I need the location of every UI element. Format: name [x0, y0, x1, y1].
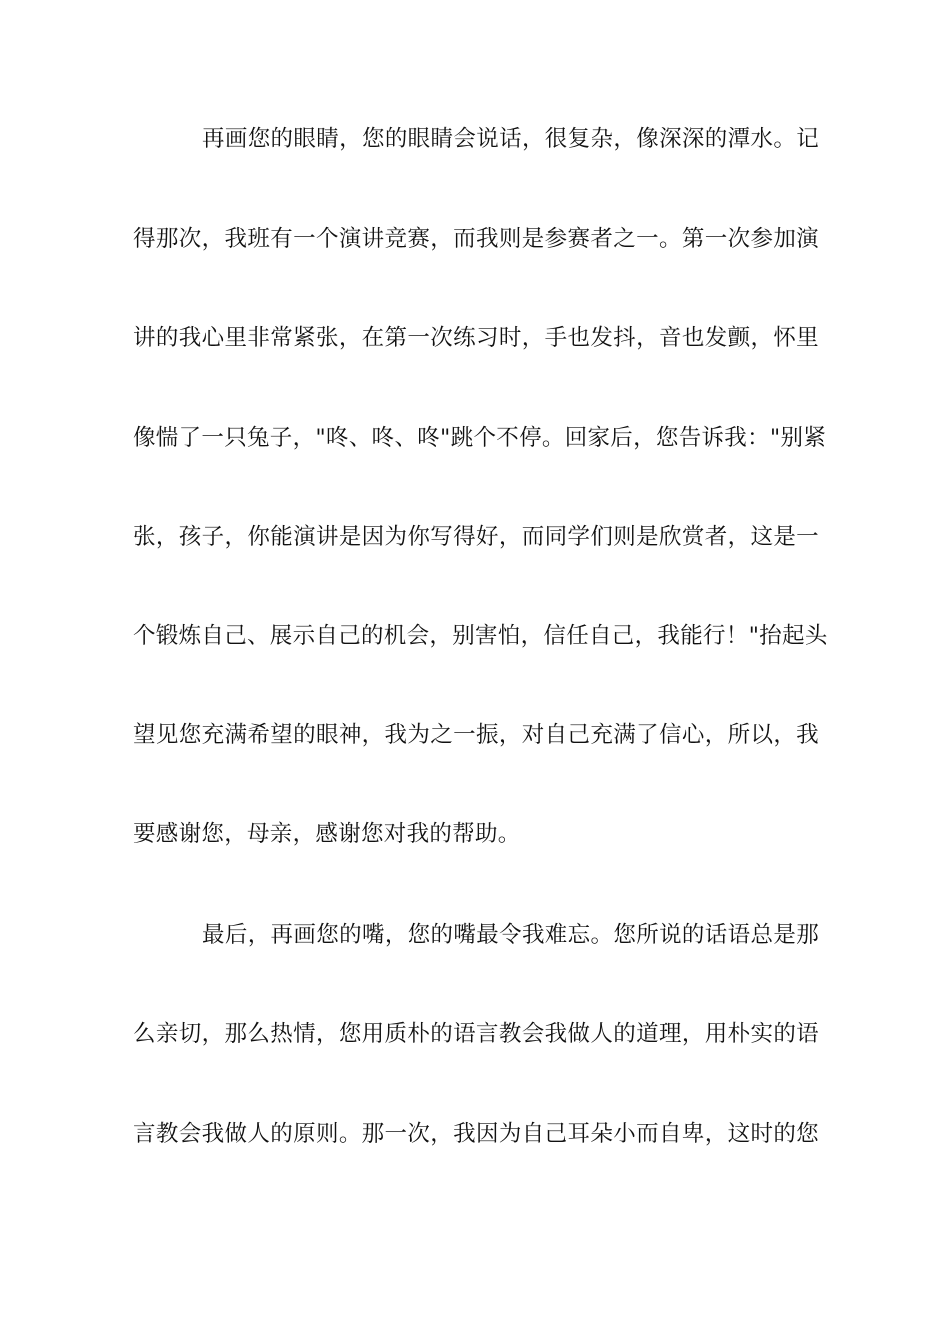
text-line: 望见您充满希望的眼神，我为之一振，对自己充满了信心，所以，我	[133, 722, 819, 748]
text-line: 个锻炼自己、展示自己的机会，别害怕，信任自己，我能行！"抬起头	[133, 623, 828, 649]
text-line: 么亲切，那么热情，您用质朴的语言教会我做人的道理，用朴实的语	[133, 1021, 819, 1047]
text-line: 像惴了一只兔子，"咚、咚、咚"跳个不停。回家后，您告诉我："别紧	[133, 425, 827, 451]
text-line: 言教会我做人的原则。那一次，我因为自己耳朵小而自卑，这时的您	[133, 1121, 819, 1147]
text-line: 讲的我心里非常紧张，在第一次练习时，手也发抖，音也发颤，怀里	[133, 325, 819, 351]
text-line: 要感谢您，母亲，感谢您对我的帮助。	[133, 821, 521, 847]
text-line: 再画您的眼睛，您的眼睛会说话，很复杂，像深深的潭水。记	[202, 126, 819, 152]
text-line: 最后，再画您的嘴，您的嘴最令我难忘。您所说的话语总是那	[202, 922, 819, 948]
text-line: 得那次，我班有一个演讲竞赛，而我则是参赛者之一。第一次参加演	[133, 226, 819, 252]
text-line: 张，孩子，你能演讲是因为你写得好，而同学们则是欣赏者，这是一	[133, 524, 819, 550]
